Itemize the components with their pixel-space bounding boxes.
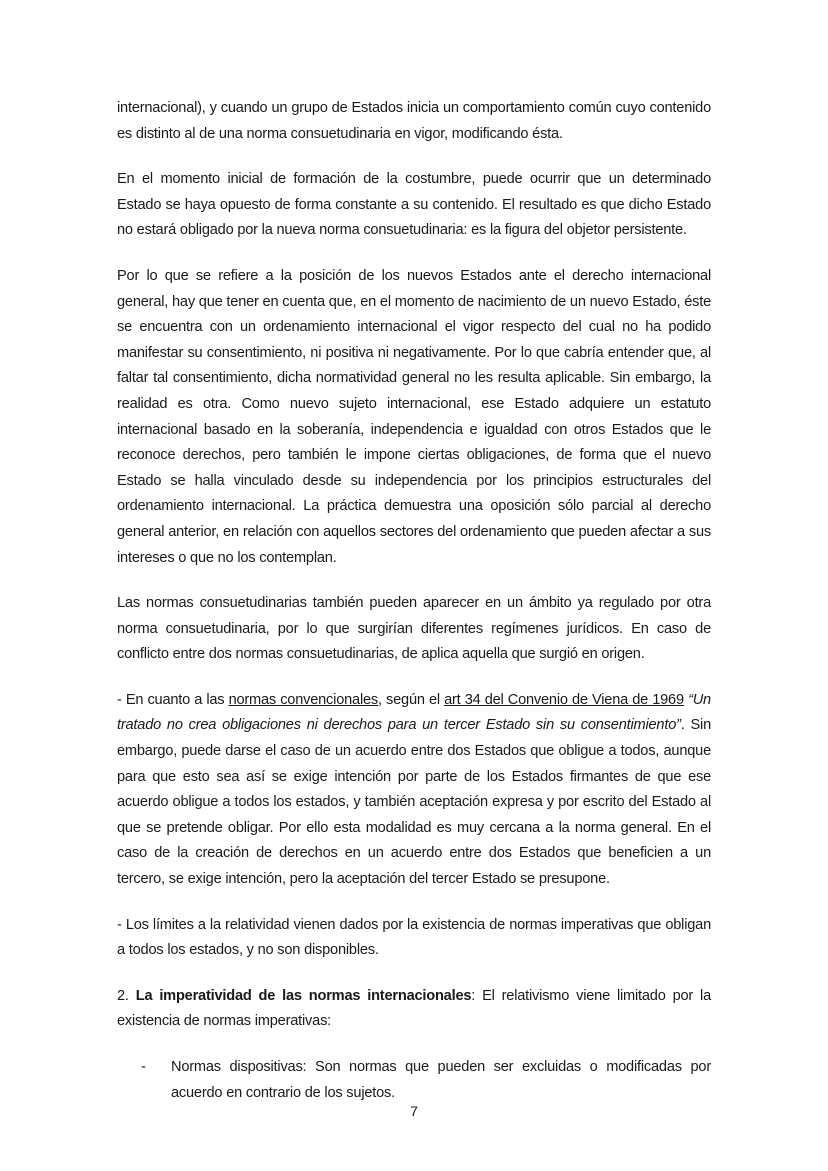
paragraph: internacional), y cuando un grupo de Estados inicia un comportamiento común cuyo contenido es distinto al de una norma consuetudinaria en vigor, modificando ésta. (117, 100, 711, 142)
paragraph: Las normas consuetudinarias también pueden aparecer en un ámbito ya regulado por otra norma consuetudinaria, por lo que surgirían diferentes regímenes jurídicos. En caso de conflicto entre dos normas consuetudinarias, de aplica aquella que surgió en origen. (117, 595, 711, 663)
link-normas-convencionales[interactable]: normas convencionales (228, 691, 378, 708)
list-item (141, 1055, 711, 1106)
quote: “Un tratado no crea obligaciones ni derechos para un tercer Estado sin su consentimiento” (117, 691, 711, 734)
text: , según el (378, 691, 445, 708)
section-title: La imperatividad de las normas internacionales (135, 987, 472, 1004)
text: - En cuanto a las (117, 691, 229, 708)
section-number: 2. (117, 987, 136, 1004)
link-art-34-convenio-viena[interactable]: art 34 del Convenio de Viena de 1969 (444, 691, 684, 708)
list-item-text: Normas dispositivas: Son normas que pueden ser excluidas o modificadas por acuerdo en contrario de los sujetos. (171, 1059, 711, 1101)
section-heading-paragraph (117, 984, 711, 1035)
text: . Sin embargo, puede darse el caso de un acuerdo entre dos Estados que obligue a todos, aunque para que esto sea así se exige intención por parte de los Estados firmantes de que ese acuerdo obligue a todos los estados, y también aceptación expresa y por escrito del Estado al que se pretende obligar. Por ello esta modalidad es muy cercana a la norma general. En el caso de la creación de derechos en un acuerdo entre dos Estados que beneficien a un tercero, se exige intención, pero la aceptación del tercer Estado se presupone. (117, 717, 712, 888)
paragraph: Por lo que se refiere a la posición de los nuevos Estados ante el derecho internacional general, hay que tener en cuenta que, en el momento de nacimiento de un nuevo Estado, éste se encuentra con un ordenamiento internacional el vigor respecto del cual no ha podido manifestar su consentimiento, ni positiva ni negativamente. Por lo que cabría entender que, al faltar tal consentimiento, dicha normatividad general no les resulta aplicable. Sin embargo, la realidad es otra. Como nuevo sujeto internacional, ese Estado adquiere un estatuto internacional basado en la soberanía, independencia e igualdad con otros Estados que le reconoce derechos, pero también le impone ciertas obligaciones, de forma que el nuevo Estado se halla vinculado desde su independencia por los principios estructurales del ordenamiento internacional. La práctica demuestra una oposición sólo parcial al derecho general anterior, en relación con aquellos sectores del ordenamiento que pueden afectar a sus intereses o que no los contemplan. (117, 267, 711, 566)
paragraph-normas-convencionales (117, 688, 711, 893)
page-number: 7 (410, 1103, 418, 1119)
document-page (117, 96, 711, 1106)
paragraph: - Los límites a la relatividad vienen dados por la existencia de normas imperativas que obligan a todos los estados, y no son disponibles. (117, 916, 711, 959)
bullet-dash: - (141, 1059, 146, 1075)
text: : El relativismo viene limitado por la existencia de normas imperativas: (117, 987, 711, 1030)
paragraph: En el momento inicial de formación de la costumbre, puede ocurrir que un determinado Estado se haya opuesto de forma constante a su contenido. El resultado es que dicho Estado no estará obligado por la nueva norma consuetudinaria: es la figura del objetor persistente. (117, 171, 711, 239)
